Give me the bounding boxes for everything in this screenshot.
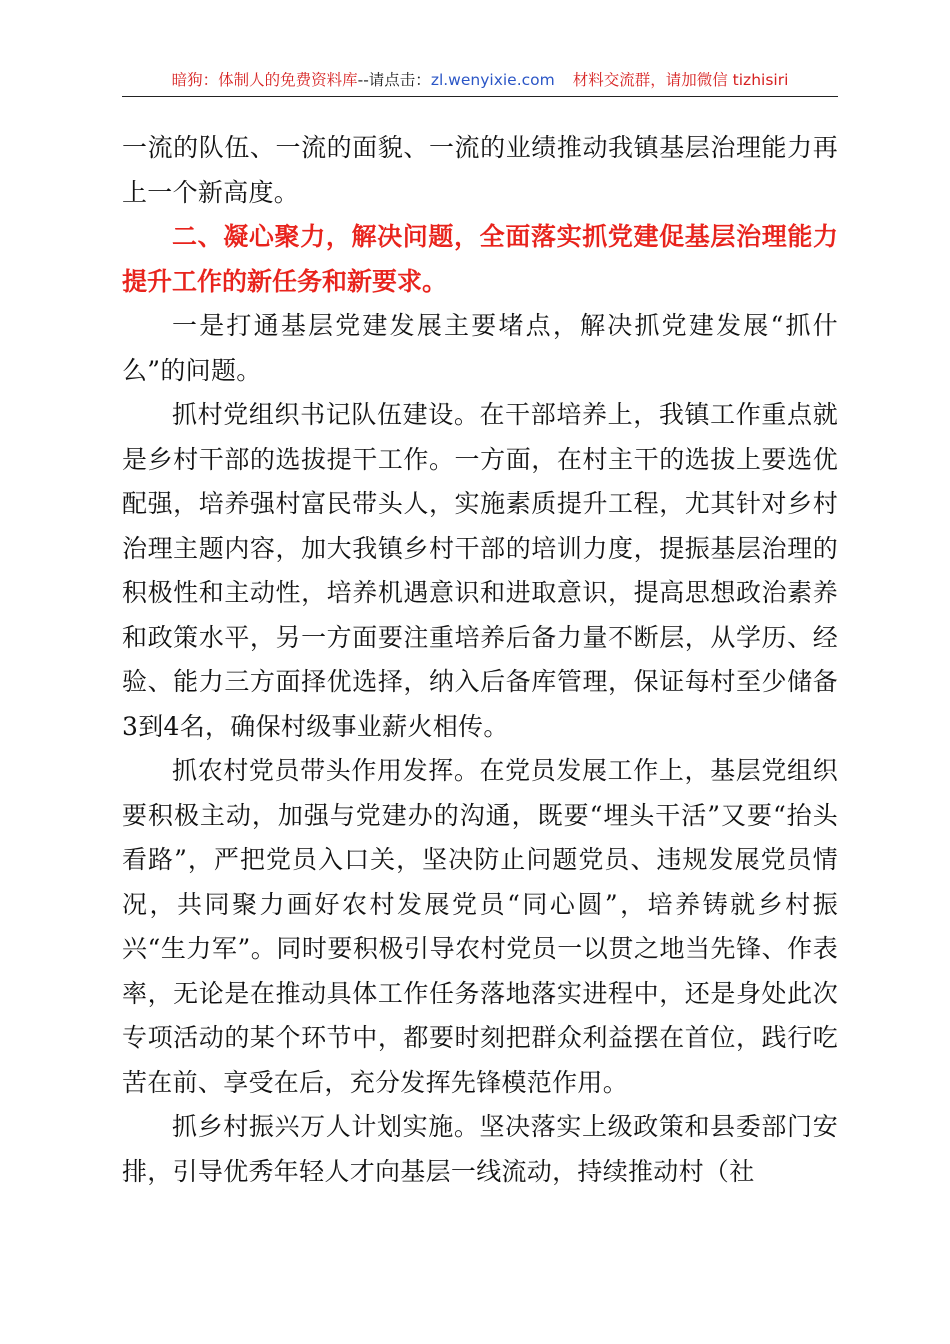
paragraph-secretary-team: 抓村党组织书记队伍建设。在干部培养上，我镇工作重点就是乡村干部的选拔提干工作。一方面，在村主干的选拔上要选优配强，培养强村富民带头人，实施素质提升工程，尤其针对乡村治理主题内容，加大我镇乡村干部的培训力度，提振基层治理的积极性和主动性，培养机遇意识和进取意识，提高思想政治素养和政策水平，另一方面要注重培养后备力量不断层，从学历、经验、能力三方面择优选择，纳入后备库管理，保证每村至少储备3到4名，确保村级事业薪火相传。 bbox=[122, 400, 838, 741]
paragraph-continuation: 一流的队伍、一流的面貌、一流的业绩推动我镇基层治理能力再上一个新高度。 bbox=[122, 133, 838, 207]
paragraph-party-members: 抓农村党员带头作用发挥。在党员发展工作上，基层党组织要积极主动，加强与党建办的沟通，既要“埋头干活”又要“抬头看路”，严把党员入口关，坚决防止问题党员、违规发展党员情况，共同聚力画好农村发展党员“同心圆”，培养铸就乡村振兴“生力军”。同时要积极引导农村党员一以贯之地当先锋、作表率，无论是在推动具体工作任务落地落实进程中，还是身处此次专项活动的某个环节中，都要时刻把群众利益摆在首位，践行吃苦在前、享受在后，充分发挥先锋模范作用。 bbox=[122, 756, 838, 1097]
document-body bbox=[122, 126, 838, 1194]
section-heading-2: 二、凝心聚力，解决问题，全面落实抓党建促基层治理能力提升工作的新任务和新要求。 bbox=[122, 222, 838, 296]
paragraph-subheading: 一是打通基层党建发展主要堵点，解决抓党建发展“抓什么”的问题。 bbox=[122, 311, 838, 385]
header-brand: 暗狗：体制人的免费资料库 bbox=[171, 71, 358, 89]
header-click-prompt: --请点击： bbox=[357, 71, 431, 89]
header-wechat-note: 材料交流群，请加微信 tizhisiri bbox=[572, 71, 789, 89]
page-header bbox=[122, 66, 838, 97]
paragraph-rural-revitalization: 抓乡村振兴万人计划实施。坚决落实上级政策和县委部门安排，引导优秀年轻人才向基层一线流动，持续推动村（社 bbox=[122, 1112, 838, 1186]
header-url-link[interactable]: zl.wenyixie.com bbox=[430, 71, 555, 89]
